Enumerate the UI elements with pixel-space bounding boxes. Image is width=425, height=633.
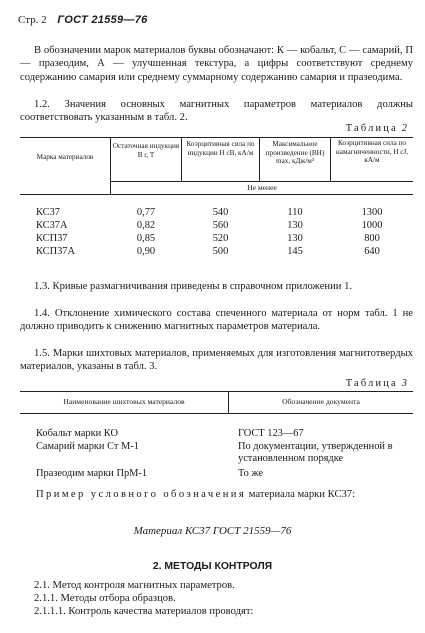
table2-cell-hcb: 500 [212,246,229,257]
table3-caption-number: 3 [401,378,407,389]
table2-cell-grade: КСП37 [36,233,68,244]
table2-cell-grade: КСП37А [36,246,76,257]
table2-cell-hcj: 800 [364,233,380,244]
table2-col-divider-4 [330,137,331,181]
list-item: 2.1.1.1. Контроль качества материалов проводят: [34,606,254,617]
table2-cell-grade: КС37А [36,220,68,231]
table2-header-coercive-m: Коэрцитивная сила по намагниченности, H cJ, кА/м [335,139,409,165]
table3-cell-material: Кобальт марки КО [36,428,118,439]
table2-cell-bh: 130 [287,233,303,244]
table2-cell-bh: 130 [287,220,303,231]
table2-cell-hcj: 640 [364,246,380,257]
table2-col-divider-3 [259,137,260,181]
table3-caption-label: Таблица [345,378,398,389]
table2-cell-hcj: 1000 [361,220,383,231]
table2-cell-hcb: 520 [212,233,229,244]
paragraph-1-5: 1.5. Марки шихтовых материалов, применяемых для изготовления магнитотвердых материалов, указаны в табл. 3. [20,348,413,373]
section-title: 2. МЕТОДЫ КОНТРОЛЯ [152,561,273,572]
table2-cell-hcj: 1300 [361,207,383,218]
table2-caption-number: 2 [401,123,407,134]
paragraph-1-4: 1.4. Отклонение химического состава спеченного материала от норм табл. 1 не должно приводить к снижению магнитных параметров материала. [20,308,413,333]
table2-col-divider-2 [181,137,182,181]
example-paragraph [20,488,413,501]
table2-cell-br: 0,82 [136,220,156,231]
table2-cell-bh: 145 [287,246,303,257]
table3-header-document: Обозначение документа [282,397,360,406]
table2-top-rule [20,137,413,138]
table3-top-rule [20,391,413,392]
standard-number: ГОСТ 21559—76 [57,14,148,26]
table3-cell-document: То же [238,468,264,479]
paragraph-grade-notation: В обозначении марок материалов буквы обозначают: К — кобальт, С — самарий, П — празеодим, А — улучшенная текстура, а цифры соответствуют среднему содержанию самария или среднему суммарному содержанию самария и празеодима. [20,45,413,83]
table2-caption [346,123,407,134]
table2-caption-label: Таблица [345,123,398,134]
table2-header-subrule [110,181,413,182]
table3-cell-document: По документации, утвержденной в установленном порядке [238,441,393,465]
table2-header-energy: Максимальное произведение (BH) max, кДж/м³ [265,140,325,166]
table2-subheader-min: Не менее [247,183,277,192]
table3-header-bottom-rule [20,413,413,414]
list-item: 2.1.1. Методы отбора образцов. [34,593,176,604]
example-rest: материала марки КС37: [246,489,356,500]
list-item: 2.1. Метод контроля магнитных параметров. [34,580,235,591]
table2-header-coercive-b: Коэрцитивная сила по индукции H cB, кА/м [186,140,255,157]
paragraph-1-2: 1.2. Значения основных магнитных параметров материалов должны соответствовать указанным в табл. 2. [20,99,413,124]
table2-header-remanence: Остаточная индукция B r, T [112,142,180,159]
example-lead: Пример условного обозначения [36,489,247,500]
table2-cell-br: 0,77 [136,207,156,218]
table2-header-grade: Марка материалов [36,153,94,161]
table2-cell-bh: 110 [287,207,303,218]
table3-cell-document: ГОСТ 123—67 [238,428,304,439]
table2-col-divider-1 [110,137,111,194]
example-designation: Материал КС37 ГОСТ 21559—76 [133,525,292,537]
table3-header-material: Наименование шихтовых материалов [63,397,185,406]
table3-caption [346,378,407,389]
table2-cell-hcb: 560 [212,220,229,231]
table2-cell-br: 0,90 [136,246,156,257]
paragraph-1-3: 1.3. Кривые размагничивания приведены в справочном приложении 1. [34,281,353,292]
table2-cell-br: 0,85 [136,233,156,244]
page-header [18,14,148,26]
table2-cell-hcb: 540 [212,207,229,218]
page-number: Стр. 2 [18,14,47,26]
table2-header-bottom-rule [20,194,413,195]
table3-col-divider [228,391,229,413]
table3-cell-material: Празеодим марки ПрМ-1 [36,468,148,479]
table2-cell-grade: КС37 [36,207,60,218]
table3-cell-material: Самарий марки Ст М-1 [36,441,139,452]
